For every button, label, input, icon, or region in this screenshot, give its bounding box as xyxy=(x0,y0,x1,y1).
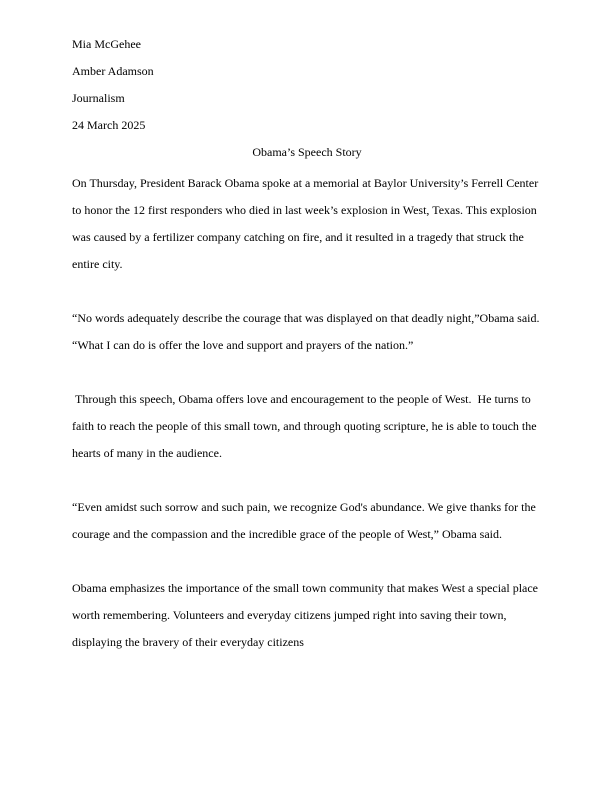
author-name: Mia McGehee xyxy=(72,37,141,51)
document-date: 24 March 2025 xyxy=(72,118,146,132)
teacher-name: Amber Adamson xyxy=(72,64,154,78)
paragraph-spacer xyxy=(72,359,542,386)
paragraph-spacer xyxy=(72,278,542,305)
paragraph-spacer xyxy=(72,467,542,494)
paragraph-conclusion: Obama emphasizes the importance of the small town community that makes West a special place worth remembering. Volunteers and everyday citizens jumped right into saving their town, displaying the bravery of their everyday citizens xyxy=(72,581,539,649)
document-title: Obama’s Speech Story xyxy=(252,145,362,159)
paragraph-intro: On Thursday, President Barack Obama spoke at a memorial at Baylor University’s Ferrell Center to honor the 12 first responders who died in last week’s explosion in West, Texas. This explosion was caused by a fertilizer company catching on fire, and it resulted in a tragedy that struck the entire city. xyxy=(72,176,539,271)
paragraph-analysis: Through this speech, Obama offers love and encouragement to the people of West. He turns to faith to reach the people of this small town, and through quoting scripture, he is able to touch the hearts of many in the audience. xyxy=(72,392,540,460)
document-body xyxy=(72,35,542,656)
paragraph-quote-1: “No words adequately describe the courage that was displayed on that deadly night,”Obama said. “What I can do is offer the love and support and prayers of the nation.” xyxy=(72,311,540,352)
paragraph-quote-2: “Even amidst such sorrow and such pain, we recognize God's abundance. We give thanks for the courage and the compassion and the incredible grace of the people of West,” Obama said. xyxy=(72,500,536,541)
course-name: Journalism xyxy=(72,91,125,105)
paragraph-spacer xyxy=(72,548,542,575)
